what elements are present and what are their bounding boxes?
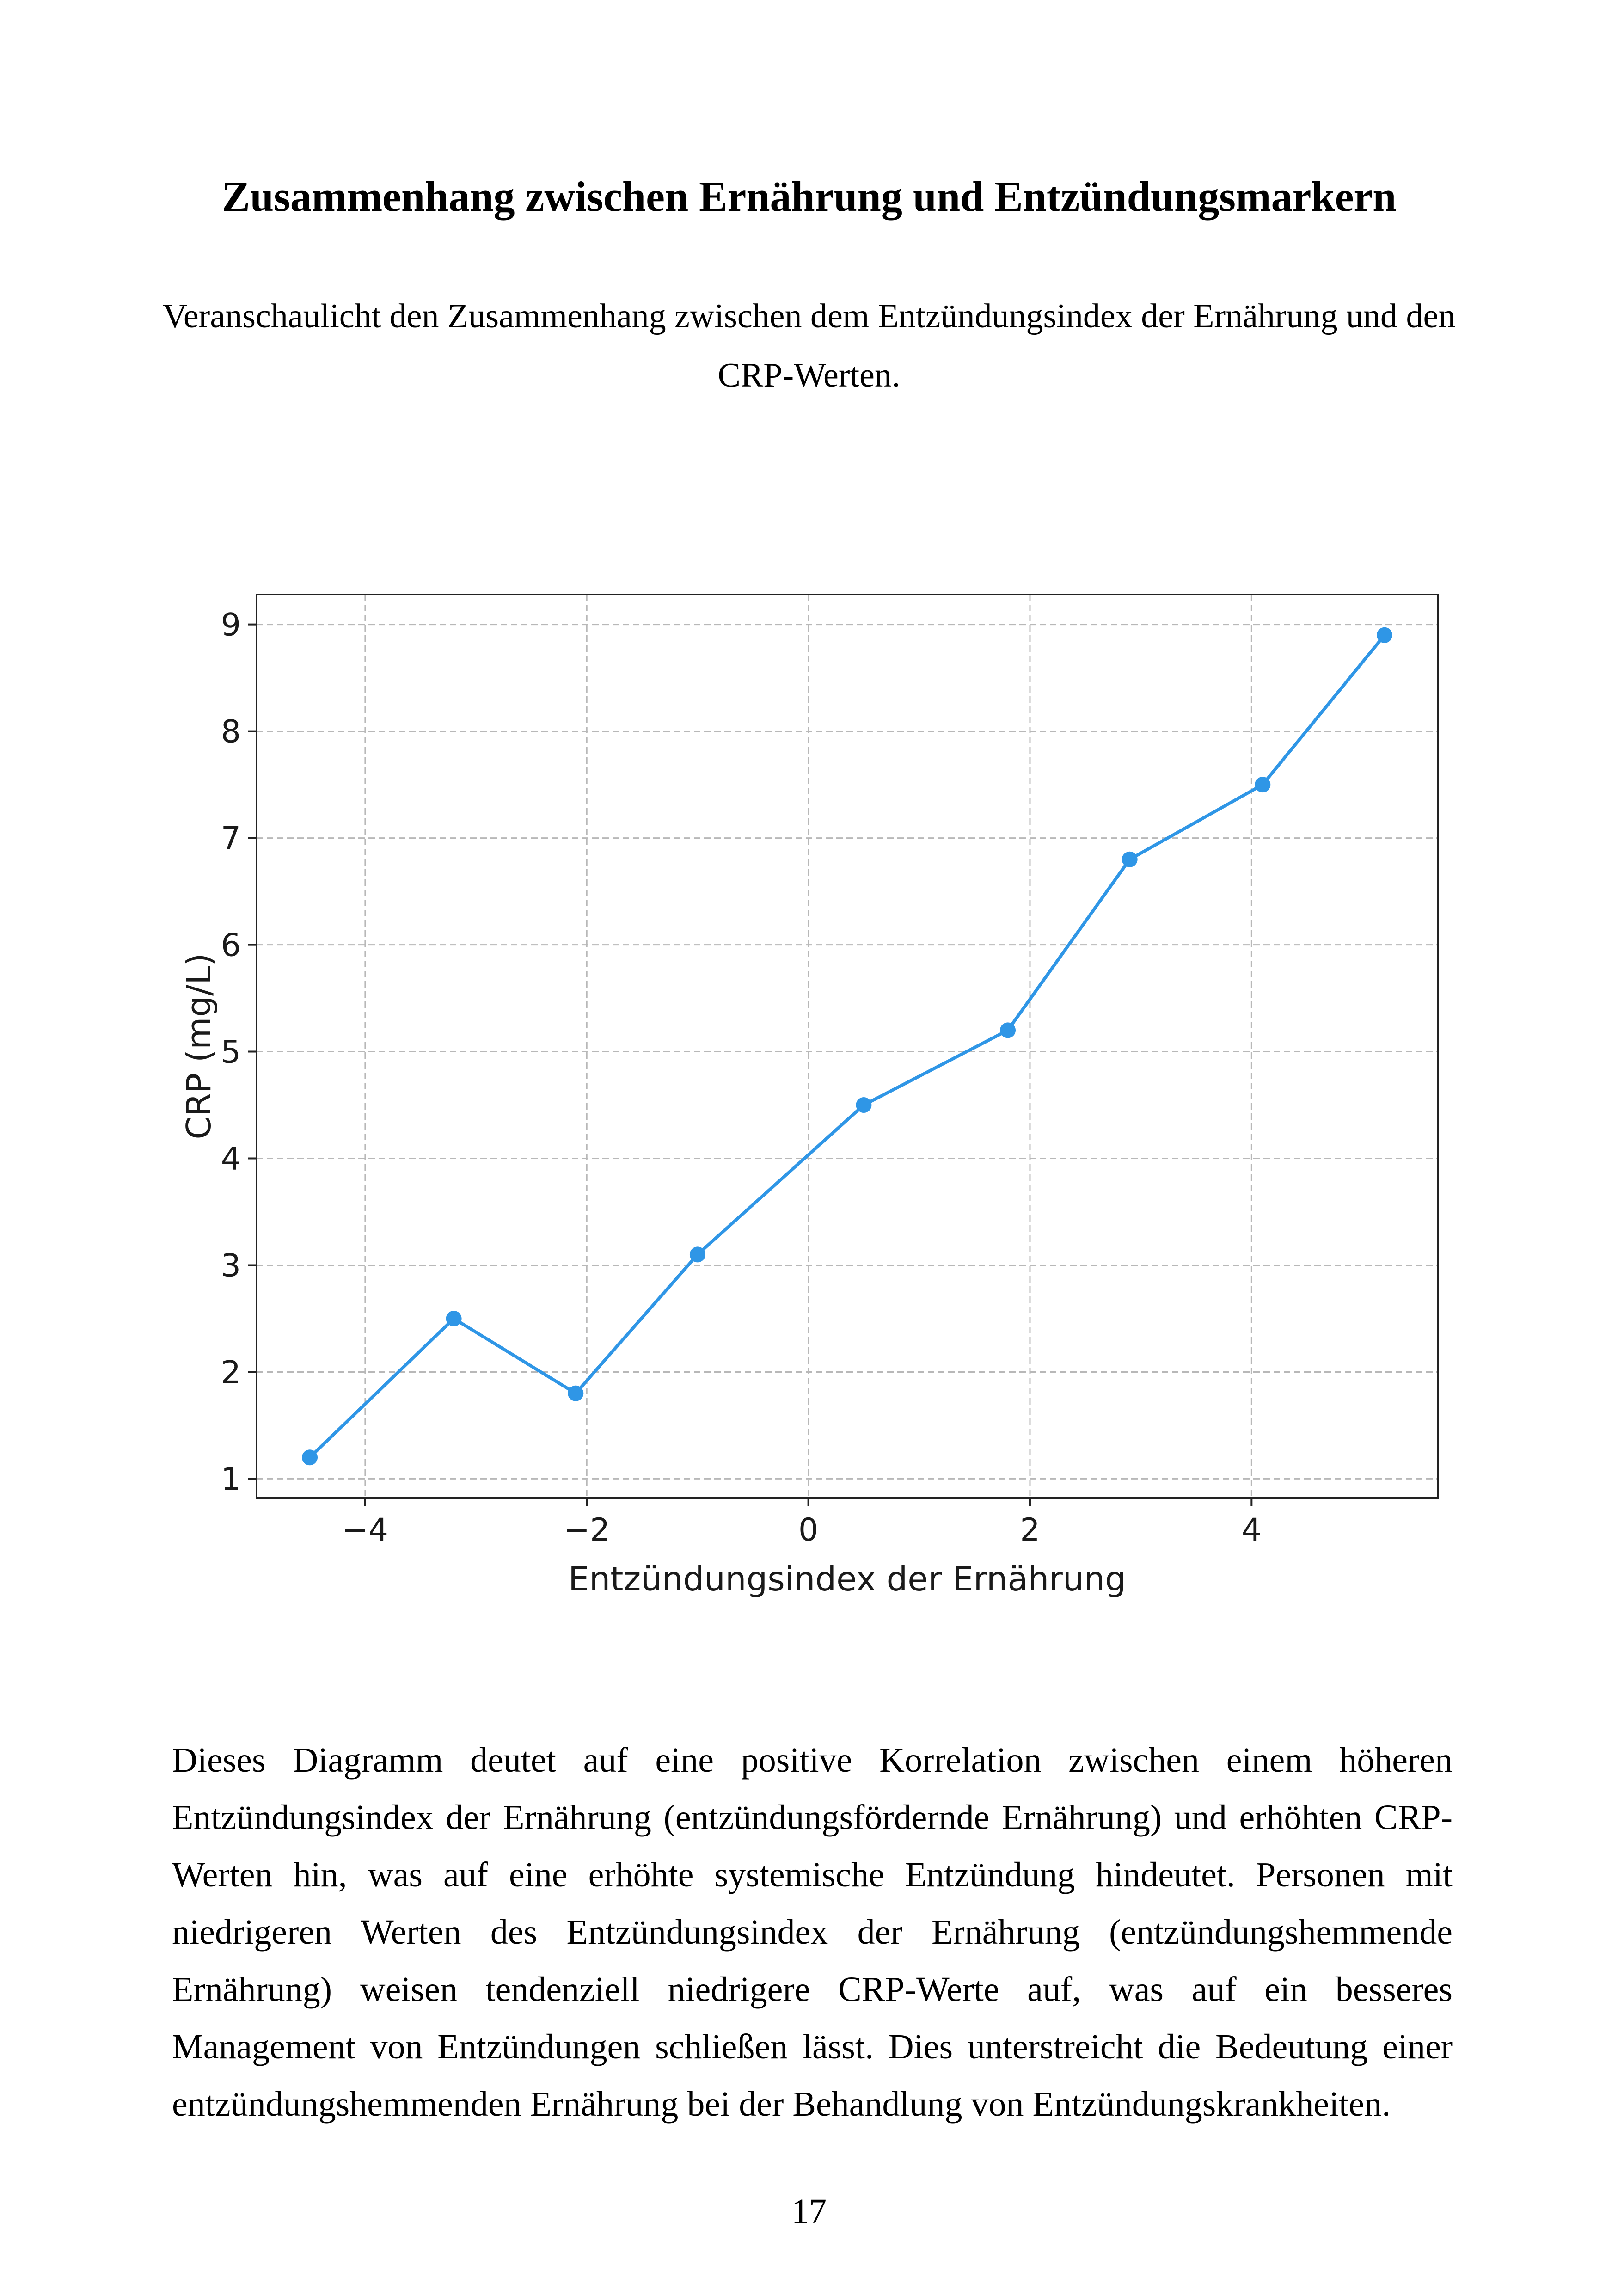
y-tick-label: 6 [221, 927, 241, 964]
line-chart [0, 555, 1618, 1618]
y-tick-label: 5 [221, 1034, 241, 1071]
data-point [1255, 777, 1270, 792]
figure-caption: Veranschaulicht den Zusammenhang zwischen dem Entzündungsindex der Ernährung und den CRP-Werten. [162, 297, 1456, 394]
data-point [1000, 1022, 1016, 1038]
data-point [568, 1386, 583, 1401]
y-tick-label: 7 [221, 820, 241, 857]
data-point [302, 1449, 318, 1465]
y-tick-label: 1 [221, 1461, 241, 1498]
body-paragraph: Dieses Diagramm deutet auf eine positive Korrelation zwischen einem höheren Entzündungsindex der Ernährung (entzündungsfördernde Ernährung) und erhöhten CRP-Werten hin, was auf eine erhöhte systemische Entzündung hindeutet. Personen mit niedrigeren Werten des Entzündungsindex der Ernährung (entzündungshemmende Ernährung) weisen tendenziell niedrigere CRP-Werte auf, was auf ein besseres Management von Entzündungen schließen lässt. Dies unterstreicht die Bedeutung einer entzündungshemmenden Ernährung bei der Behandlung von Entzündungskrankheiten. [172, 1741, 1453, 2124]
y-tick-label: 4 [221, 1141, 241, 1178]
y-axis-label: CRP (mg/L) [179, 953, 218, 1140]
data-point [1377, 627, 1392, 643]
data-points [302, 627, 1392, 1465]
ticks [221, 607, 1262, 1548]
data-point [1122, 852, 1138, 867]
data-point [856, 1097, 871, 1113]
page-title: Zusammenhang zwischen Ernährung und Entzündungsmarkern [221, 173, 1397, 220]
data-point [446, 1311, 462, 1326]
x-tick-label: 4 [1241, 1512, 1262, 1548]
x-tick-label: 0 [798, 1512, 819, 1548]
data-point [690, 1246, 705, 1262]
page-number: 17 [791, 2192, 827, 2231]
series-line [310, 635, 1385, 1457]
x-tick-label: −2 [564, 1512, 610, 1548]
y-tick-label: 9 [221, 607, 241, 644]
y-tick-label: 3 [221, 1247, 241, 1284]
grid [257, 595, 1438, 1498]
series-line-path [310, 635, 1385, 1457]
x-tick-label: −4 [342, 1512, 389, 1548]
x-axis-label: Entzündungsindex der Ernährung [568, 1559, 1126, 1598]
chart [0, 555, 1618, 1618]
y-tick-label: 2 [221, 1354, 241, 1391]
plot-frame [257, 595, 1438, 1498]
y-tick-label: 8 [221, 713, 241, 750]
x-tick-label: 2 [1020, 1512, 1040, 1548]
